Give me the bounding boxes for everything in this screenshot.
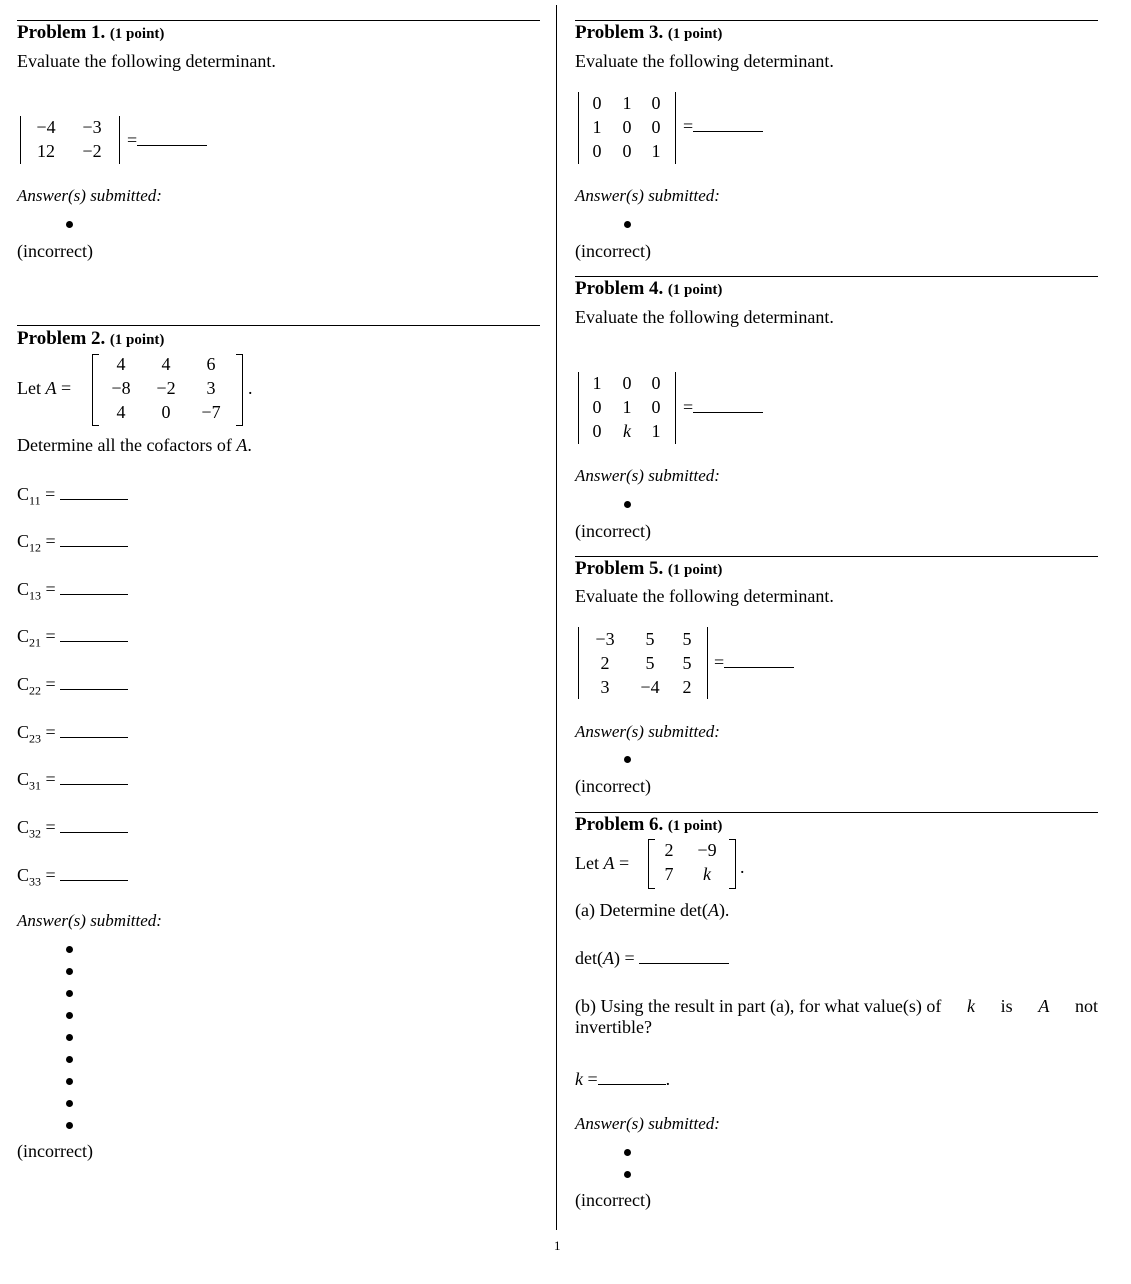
p5-cell: 5 bbox=[682, 653, 692, 673]
p4-cell: 0 bbox=[651, 373, 661, 393]
problem-2-status: (incorrect) bbox=[17, 1141, 93, 1161]
problem-1-title: Problem 1. (1 point) bbox=[17, 22, 165, 43]
problem-6-period: . bbox=[740, 857, 745, 877]
problem-4-answers-label: Answer(s) submitted: bbox=[575, 466, 720, 485]
p1-cell: −3 bbox=[82, 117, 102, 137]
problem-3-equals: = bbox=[683, 116, 763, 137]
problem-1-equals: = bbox=[127, 130, 207, 151]
answer-bullet bbox=[66, 1100, 73, 1107]
p4-cell: k bbox=[623, 421, 631, 441]
p2-cell: −2 bbox=[156, 378, 176, 398]
problem-6-answers-label: Answer(s) submitted: bbox=[575, 1114, 720, 1133]
cofactor-c32: $C_{32}$ = bbox=[17, 817, 128, 842]
problem-4-prompt: Evaluate the following determinant. bbox=[575, 307, 834, 327]
problem-1-answer-blank[interactable] bbox=[137, 144, 207, 146]
answer-bullet bbox=[66, 946, 73, 953]
cofactor-answer-blank[interactable] bbox=[60, 545, 128, 547]
p4-cell: 1 bbox=[592, 373, 602, 393]
answer-bullet bbox=[66, 1034, 73, 1041]
cofactor-c21: $C_{21}$ = bbox=[17, 626, 128, 651]
cofactor-answer-blank[interactable] bbox=[60, 831, 128, 833]
cofactor-answer-blank[interactable] bbox=[60, 498, 128, 500]
problem-5-answer-blank[interactable] bbox=[724, 666, 794, 668]
answer-bullet bbox=[624, 221, 631, 228]
answer-bullet bbox=[66, 1122, 73, 1129]
p2-cell: 3 bbox=[206, 378, 216, 398]
p4-cell: 1 bbox=[651, 421, 661, 441]
p2-cell: 4 bbox=[161, 354, 171, 374]
problem-6-part-b-line2: invertible? bbox=[575, 1017, 652, 1037]
problem-3-status: (incorrect) bbox=[575, 241, 651, 261]
k-answer-blank[interactable] bbox=[598, 1083, 666, 1085]
problem-5-equals: = bbox=[714, 652, 794, 673]
problem-5-rule bbox=[575, 556, 1098, 557]
problem-2-title: Problem 2. (1 point) bbox=[17, 328, 165, 349]
answer-bullet bbox=[624, 501, 631, 508]
problem-6-k-line: k = . bbox=[575, 1069, 671, 1089]
p3-cell: 0 bbox=[651, 93, 661, 113]
cofactor-c33: $C_{33}$ = bbox=[17, 865, 128, 890]
problem-5-answers-label: Answer(s) submitted: bbox=[575, 722, 720, 741]
p1-cell: 12 bbox=[37, 141, 55, 161]
problem-6-part-b: (b) Using the result in part (a), for what value(s) of k is A not invertible? bbox=[575, 996, 1098, 1037]
p6-cell: 7 bbox=[664, 864, 674, 884]
problem-1-answers-label: Answer(s) submitted: bbox=[17, 186, 162, 205]
p3-cell: 1 bbox=[592, 117, 602, 137]
p3-cell: 1 bbox=[622, 93, 632, 113]
p6-cell: 2 bbox=[664, 840, 674, 860]
problem-2-matrix bbox=[100, 354, 234, 426]
p2-cell: −8 bbox=[111, 378, 131, 398]
det-answer-blank[interactable] bbox=[639, 962, 729, 964]
cofactor-c11: $C_{11}$ = bbox=[17, 484, 128, 509]
problem-4-determinant bbox=[578, 372, 676, 444]
p3-cell: 1 bbox=[651, 141, 661, 161]
cofactor-answer-blank[interactable] bbox=[60, 593, 128, 595]
problem-6-let: Let A = bbox=[575, 853, 630, 873]
cofactor-c12: $C_{12}$ = bbox=[17, 531, 128, 556]
cofactor-answer-blank[interactable] bbox=[60, 688, 128, 690]
problem-6-part-a: (a) Determine det(A). bbox=[575, 900, 730, 920]
problem-6-matrix bbox=[654, 840, 728, 888]
p3-cell: 0 bbox=[592, 93, 602, 113]
column-divider bbox=[556, 5, 557, 1230]
problem-6-det-line: det(A) = bbox=[575, 948, 729, 969]
answer-bullet bbox=[624, 1171, 631, 1178]
cofactor-answer-blank[interactable] bbox=[60, 640, 128, 642]
answer-bullet bbox=[624, 1149, 631, 1156]
problem-1-prompt: Evaluate the following determinant. bbox=[17, 51, 276, 71]
cofactor-answer-blank[interactable] bbox=[60, 736, 128, 738]
answer-bullet bbox=[624, 756, 631, 763]
cofactor-answer-blank[interactable] bbox=[60, 879, 128, 881]
p3-cell: 0 bbox=[622, 141, 632, 161]
problem-5-determinant bbox=[578, 627, 708, 699]
answer-bullet bbox=[66, 1012, 73, 1019]
problem-2-let: Let A = bbox=[17, 378, 72, 398]
matrix-right-bracket bbox=[729, 839, 736, 889]
p5-cell: 5 bbox=[645, 629, 655, 649]
problem-1-determinant bbox=[20, 116, 120, 164]
answer-bullet bbox=[66, 990, 73, 997]
answer-bullet bbox=[66, 968, 73, 975]
answer-bullet bbox=[66, 221, 73, 228]
cofactor-c13: $C_{13}$ = bbox=[17, 579, 128, 604]
problem-6-title: Problem 6. (1 point) bbox=[575, 814, 723, 835]
p5-cell: −3 bbox=[595, 629, 615, 649]
p2-cell: 0 bbox=[161, 402, 171, 422]
problem-3-title: Problem 3. (1 point) bbox=[575, 22, 723, 43]
cofactor-answer-blank[interactable] bbox=[60, 783, 128, 785]
problem-3-rule bbox=[575, 20, 1098, 21]
problem-5-title: Problem 5. (1 point) bbox=[575, 558, 723, 579]
matrix-right-bracket bbox=[236, 354, 243, 426]
problem-4-status: (incorrect) bbox=[575, 521, 651, 541]
problem-2-rule bbox=[17, 325, 540, 326]
problem-4-answer-blank[interactable] bbox=[693, 411, 763, 413]
p3-cell: 0 bbox=[651, 117, 661, 137]
p4-cell: 1 bbox=[622, 397, 632, 417]
p2-cell: 4 bbox=[116, 402, 126, 422]
problem-5-prompt: Evaluate the following determinant. bbox=[575, 586, 834, 606]
problem-3-determinant bbox=[578, 92, 676, 164]
problem-2-prompt: Determine all the cofactors of A. bbox=[17, 435, 252, 455]
p5-cell: 3 bbox=[600, 677, 610, 697]
p2-cell: −7 bbox=[201, 402, 221, 422]
problem-1-status: (incorrect) bbox=[17, 241, 93, 261]
p6-cell: −9 bbox=[697, 840, 717, 860]
p2-cell: 6 bbox=[206, 354, 216, 374]
p6-cell: k bbox=[703, 864, 711, 884]
p1-cell: −2 bbox=[82, 141, 102, 161]
answer-bullet bbox=[66, 1056, 73, 1063]
problem-5-status: (incorrect) bbox=[575, 776, 651, 796]
cofactor-c22: $C_{22}$ = bbox=[17, 674, 128, 699]
problem-3-prompt: Evaluate the following determinant. bbox=[575, 51, 834, 71]
p3-cell: 0 bbox=[592, 141, 602, 161]
p3-cell: 0 bbox=[622, 117, 632, 137]
problem-6-status: (incorrect) bbox=[575, 1190, 651, 1210]
problem-4-rule bbox=[575, 276, 1098, 277]
problem-4-title: Problem 4. (1 point) bbox=[575, 278, 723, 299]
matrix-left-bracket bbox=[92, 354, 99, 426]
p1-cell: −4 bbox=[36, 117, 56, 137]
problem-3-answer-blank[interactable] bbox=[693, 130, 763, 132]
p5-cell: −4 bbox=[640, 677, 660, 697]
p5-cell: 5 bbox=[645, 653, 655, 673]
problem-1-rule bbox=[17, 20, 540, 21]
p4-cell: 0 bbox=[592, 397, 602, 417]
p5-cell: 5 bbox=[682, 629, 692, 649]
problem-3-answers-label: Answer(s) submitted: bbox=[575, 186, 720, 205]
problem-4-equals: = bbox=[683, 397, 763, 418]
p2-cell: 4 bbox=[116, 354, 126, 374]
p5-cell: 2 bbox=[682, 677, 692, 697]
page-number: 1 bbox=[554, 1238, 561, 1253]
problem-6-rule bbox=[575, 812, 1098, 813]
problem-2-period: . bbox=[248, 378, 253, 398]
cofactor-c23: $C_{23}$ = bbox=[17, 722, 128, 747]
p4-cell: 0 bbox=[622, 373, 632, 393]
problem-2-answers-label: Answer(s) submitted: bbox=[17, 911, 162, 930]
answer-bullet bbox=[66, 1078, 73, 1085]
p5-cell: 2 bbox=[600, 653, 610, 673]
p4-cell: 0 bbox=[651, 397, 661, 417]
cofactor-c31: $C_{31}$ = bbox=[17, 769, 128, 794]
p4-cell: 0 bbox=[592, 421, 602, 441]
